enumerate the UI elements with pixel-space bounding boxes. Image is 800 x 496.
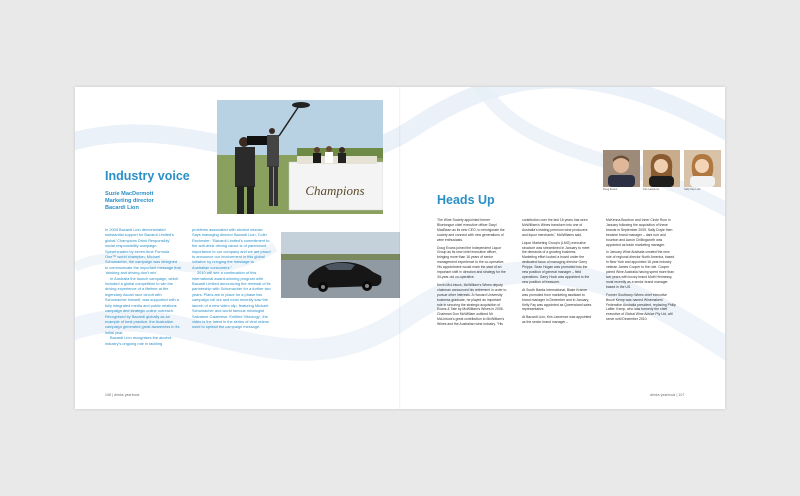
event-photo	[217, 100, 383, 214]
paragraph: Liquor Marketing Group's (LMG) executive structure was streamlined in January to meet the demands of a growing business. Marketing effort looked a board under the dedicated focus of managing director Garry Phipps. Sean Hogan was promoted into the new position of general manager – field operations. Garry Hook was appointed to the new position of treasurer.	[522, 240, 590, 284]
car-photo	[281, 232, 400, 298]
portrait-caption: Sally Fay Lutti	[684, 188, 701, 191]
paragraph: In Australia the launch campaign, which included a global competition to win the driving experience of a lifetime at the legendary Ascari race circuit with Schumacher himself, was supported with a fully integrated media and public relations campaign and strategic online outreach. Recognised by Bacardi globally as an example of best practice, the Australian campaign generated great awareness in its initial year.	[105, 275, 180, 335]
industry-voice-column-1	[105, 227, 181, 346]
paragraph: problems associated with alcohol misuse. Says managing director Bacardi Lion, Colin Rochester: "Bacardi Limited's commitment to the anti-drink driving cause is of paramount importance to our company and we are proud to announce our involvement in this global initiative by bringing the message to Australian consumers."	[192, 227, 271, 270]
paragraph: Former Southcorp Wines chief executive Bruce Kemp was named Winemakers' Federation Australia president, replacing Philip Laffer. Kemp, who was formerly the chief executive of Global Wine Advice Pty Ltd, will serve until December 2010.	[606, 292, 676, 322]
portrait-sally-fay-lutti	[684, 150, 721, 187]
paragraph: contribution over the last 16 years has seen McWilliam's Wines transform into one of Australia's leading premium wine producers and liquor merchants," McWilliams said.	[522, 218, 588, 237]
paragraph: Kevin McLintock, McWilliam's Wines deputy chairman announced his retirement in order to pursue other interests. A Harvard University business graduate, he played an important role in securing the strategic acquisition of Evans & Tate by McWilliam's Wines in 2006. Chairman Don McWilliam outlined Mr McLintock's great contribution to McWilliam's Wines and the Australian wine industry. "His	[437, 282, 507, 327]
paragraph: McKenna Bourbon and Inner Circle Rum in January following the acquisition of these brands in September 2009. Sally Doyle then became brand manager – dark rum and bourbon and Aaron Chillingworth was appointed as trade marketing manager.	[606, 218, 673, 247]
right-page-folio: drinks yearbook | 107	[650, 393, 685, 397]
paragraph: 2010 will see a continuation of this international award-winning program with Bacardi Limited announcing the renewal of its partnership with Schumacher for a further two years. Plans are in place for a phase two campaign roll out and most recently saw the launch of a new video clip, featuring Michael Schumacher and world famous mixologist Salvatore Calabrese. Entitled 'Mixology', the video is the latest in the series of viral videos used to spread the campaign message.	[192, 270, 271, 330]
heads-up-heading: Heads Up	[437, 193, 495, 207]
champions-banner-text: Champions	[305, 183, 365, 198]
author-company: Bacardi Lion	[105, 205, 139, 211]
left-page-folio: 108 | drinks yearbook	[105, 393, 140, 397]
industry-voice-column-2	[192, 227, 272, 330]
heads-up-column-2	[522, 218, 592, 328]
left-page	[75, 87, 400, 409]
heads-up-column-3	[606, 218, 676, 325]
portrait-kris-lawrence	[643, 150, 680, 187]
paragraph: The Wine Society appointed former Bluetongue chief executive officer Daryl MacBean as its new CEO, to reinvigorate the society and connect with new generations of wine enthusiasts.	[437, 218, 505, 242]
magazine-spread	[75, 87, 725, 409]
industry-voice-heading: Industry voice	[105, 169, 190, 183]
paragraph: Doug Evans joined the Independent Liquor Group as its new chief executive officer, bringing more than 16 years of senior management experience to the co-operative. His appointment would mark the start of an important shift in direction and strategy for the 34-year-old co-operative.	[437, 245, 506, 279]
portrait-caption: Kris Lawrence	[643, 188, 660, 191]
heads-up-column-1	[437, 218, 507, 330]
paragraph: In 2009 Bacardi Lion demonstrated substantial support for Bacardi Limited's global 'Champions Drink Responsibly' social responsibility campaign. Spearheaded by seven-time Formula One™ world champion, Michael Schumacher, the campaign was designed to communicate the important message that 'drinking and driving don't mix'.	[105, 227, 181, 276]
right-page	[400, 87, 725, 409]
author-name: Suzie MacDermott	[105, 191, 154, 197]
paragraph: In January Wine Australia created the new role of regional director North America, based in New York and appointed 16 year industry veteran James Cooper to the role. Cooper joined Wine Australia having spent more than two years with luxury brand Moët Hennessy, most recently as a senior brand manager based in the US.	[606, 250, 675, 289]
portrait-caption: Doug Evans	[603, 188, 618, 191]
paragraph: At Bacardi Lion, Kris Lawrence was appointed as the senior brand manager –	[522, 315, 592, 325]
author-title: Marketing director	[105, 198, 154, 204]
paragraph: Bacardi Lion recognises the alcohol industry's ongoing role in tackling	[105, 335, 172, 346]
portrait-doug-evans	[603, 150, 640, 187]
paragraph: At South Banks International, Blake Kramer was promoted from marketing assistant to brand manager in December and in January, Kelly Fay was appointed as Queensland sales representative.	[522, 287, 592, 312]
author-byline	[105, 191, 154, 212]
